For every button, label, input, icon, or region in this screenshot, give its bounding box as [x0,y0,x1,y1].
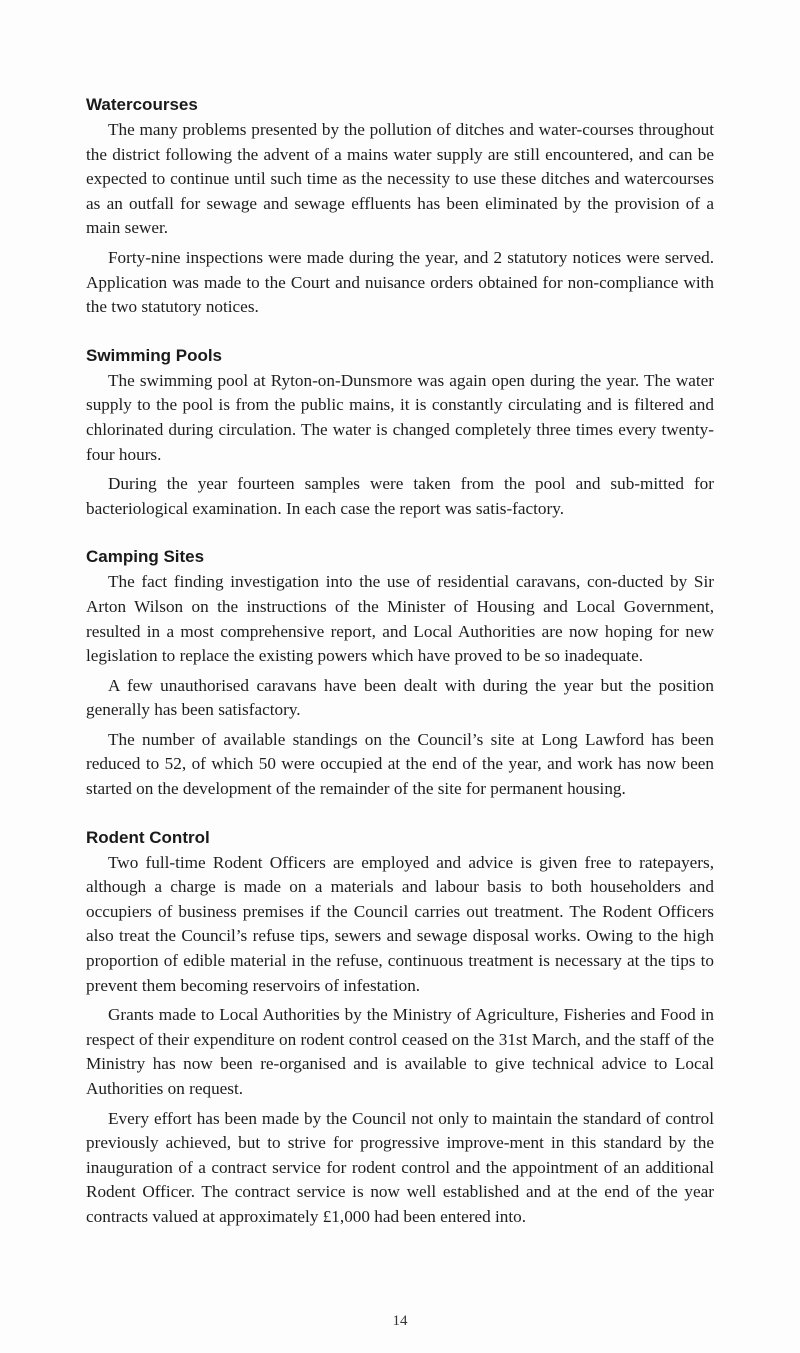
section-heading: Camping Sites [86,547,205,567]
paragraph: Every effort has been made by the Council not only to maintain the standard of control previously achieved, but to strive for progressive improve-ment in this standard by the inauguration of a contract service for rodent control and the appointment of an additional Rodent Officer. The contract service is now well established and at the end of the year contracts valued at approximately £1,000 had been entered into. [86,1108,714,1226]
paragraph: The fact finding investigation into the use of residential caravans, con-ducted by Sir Arton Wilson on the instructions of the Minister of Housing and Local Government, resulted in a most comprehensive report, and Local Authorities are now hoping for new legislation to replace the existing powers which have proved to be so inadequate. [86,572,714,666]
paragraph: Two full-time Rodent Officers are employed and advice is given free to ratepayers, although a charge is made on a materials and labour basis to both householders and occupiers of business premises if the Council carries out treatment. The Rodent Officers also treat the Council’s refuse tips, sewers and sewage disposal works. Owing to the high proportion of edible material in the refuse, continuous treatment is necessary at the tips to prevent them becoming reservoirs of infestation. [86,852,714,995]
paragraph: During the year fourteen samples were taken from the pool and sub-mitted for bacteriological examination. In each case the report was satis-factory. [86,474,714,518]
paragraph: A few unauthorised caravans have been dealt with during the year but the position generally has been satisfactory. [86,675,714,720]
paragraph: The many problems presented by the pollution of ditches and water-courses throughout the district following the advent of a mains water supply are still encountered, and can be expected to continue until such time as the necessity to use these ditches and watercourses as an outfall for sewage and sewage effluents has been eliminated by the provision of a main sewer. [86,120,714,238]
page-body [86,92,714,1230]
section-rodent-control [86,825,714,1230]
section-swimming-pools [86,343,714,522]
section-heading: Swimming Pools [86,345,223,365]
section-heading: Watercourses [86,95,198,114]
section-heading: Rodent Control [86,827,210,847]
paragraph: The swimming pool at Ryton-on-Dunsmore was again open during the year. The water supply to the pool is from the public mains, it is constantly circulating and is filtered and chlorinated during circulation. The water is changed completely three times every twenty-four hours. [86,370,714,464]
section-camping-sites [86,544,714,801]
paragraph: Forty-nine inspections were made during the year, and 2 statutory notices were served. Application was made to the Court and nuisance orders obtained for non-compliance with the two statutory notices. [86,247,714,317]
paragraph: The number of available standings on the Council’s site at Long Lawford has been reduced to 52, of which 50 were occupied at the end of the year, and work has now been started on the development of the remainder of the site for permanent housing. [86,729,714,799]
paragraph: Grants made to Local Authorities by the Ministry of Agriculture, Fisheries and Food in respect of their expenditure on rodent control ceased on the 31st March, and the staff of the Ministry has now been re-organised and is available to give technical advice to Local Authorities on request. [86,1005,714,1098]
page-number: 14 [392,1313,408,1329]
section-watercourses [86,92,714,320]
